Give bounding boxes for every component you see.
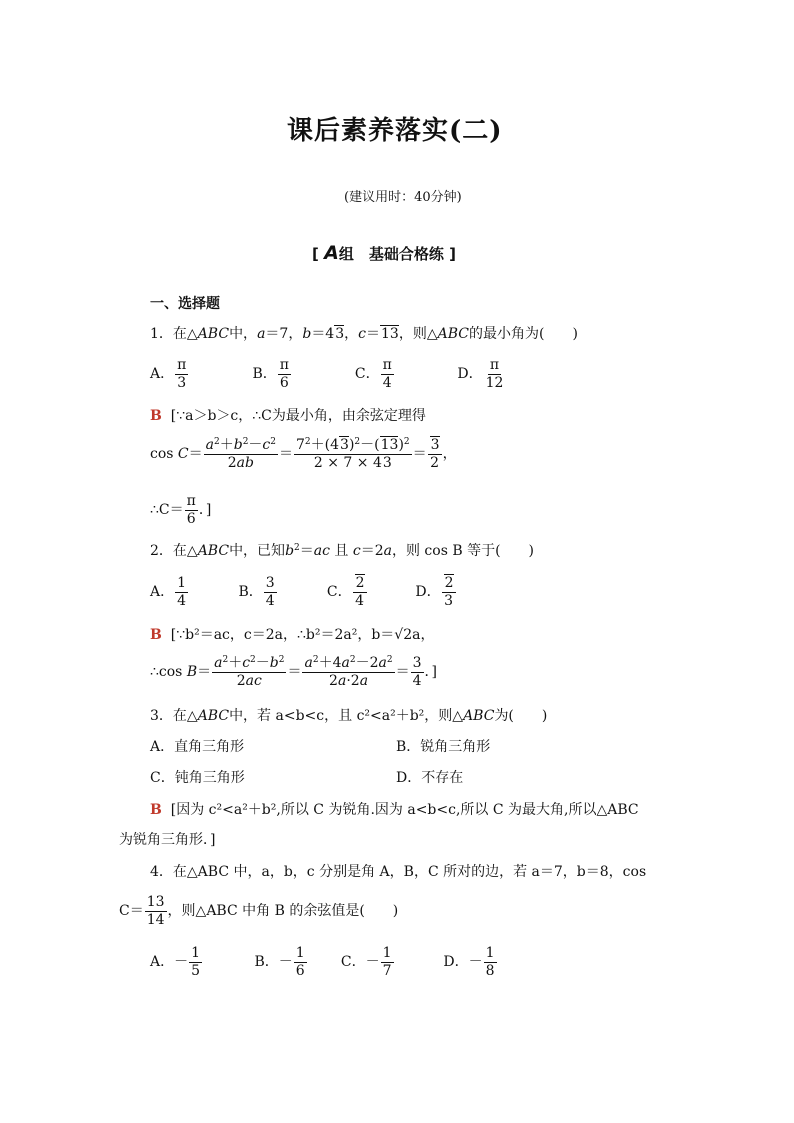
- q1-explain: [∵a＞b＞c，∴C为最小角，由余弦定理得: [170, 408, 426, 424]
- q1-option-c[interactable]: C． $\frac{\pi}{4}$: [354, 357, 392, 391]
- q2-answer-line: [150, 627, 434, 644]
- q1-conclusion: ∴C＝ $\frac{\pi}{6}$ ．]: [150, 493, 212, 527]
- q3-option-a[interactable]: A．直角三角形: [150, 739, 245, 755]
- section-label: 一、选择题: [150, 296, 220, 312]
- q2-stem: 2．在△ABC中，已知$b^2=ac$ 且 c＝2a，则 cos B 等于( ): [150, 543, 535, 559]
- q2-formula: ∴cos B＝ $\frac{a^2+c^2-b^2}{2ac}$ ＝ $\frac{a^2+4a^2-2a^2}{2a\cdot 2a}$ ＝ $\frac{3}{4}$ ．]: [150, 655, 437, 689]
- q3-stem: 3．在△ABC中，若 a<b<c，且 c²<a²＋b²，则△ABC为( ): [150, 708, 548, 724]
- q2-option-c[interactable]: C． $\frac{2}{4}$: [326, 575, 365, 609]
- group-bracket-right: ]: [449, 245, 456, 263]
- q3-option-b[interactable]: B．锐角三角形: [396, 739, 491, 755]
- q4-option-c[interactable]: C．－ $\frac{1}{7}$: [340, 945, 392, 979]
- q2-answer: B: [150, 627, 162, 643]
- q1-option-d[interactable]: D． $\frac{\pi}{12}$: [457, 357, 504, 391]
- q1-answer-line: [150, 408, 426, 425]
- q3-answer-line: [150, 802, 639, 819]
- q4-stem-2: C＝ $\frac{13}{14}$ ，则△ABC 中角 B 的余弦值是( ): [119, 894, 399, 928]
- q3-explain-1: [因为 c²<a²＋b²,所以 C 为锐角.因为 a<b<c,所以 C 为最大角,所以△ABC: [170, 802, 639, 818]
- group-letter: A: [324, 242, 339, 264]
- q1-formula: cos C＝ $\frac{a^2+b^2-c^2}{2ab}$ ＝ $\frac{7^2+(43)^2-(13)^2}{2 \times 7 \times 43}$ ＝ $\frac{3}{2}$ ，: [150, 437, 457, 471]
- q1-option-a[interactable]: A． $\frac{\pi}{3}$: [150, 357, 187, 391]
- q1-options: [150, 358, 506, 390]
- suggested-time: (建议用时：40分钟): [344, 190, 462, 205]
- q3-explain-2: 为锐角三角形．]: [119, 832, 216, 848]
- group-heading: [312, 242, 456, 265]
- q2-explain: [∵b²＝ac，c＝2a，∴b²＝2a²，b＝√2a，: [170, 627, 435, 643]
- q1-option-b[interactable]: B． $\frac{\pi}{6}$: [252, 357, 289, 391]
- q1-stem: 1．在△ABC中，a＝7，b＝43，c＝13，则△ABC的最小角为( ): [150, 326, 578, 342]
- q4-option-b[interactable]: B．－ $\frac{1}{6}$: [254, 945, 305, 979]
- group-bracket-left: [: [312, 245, 319, 263]
- q4-option-d[interactable]: D．－ $\frac{1}{8}$: [443, 945, 495, 979]
- q3-option-d[interactable]: D．不存在: [396, 770, 464, 786]
- q4-stem-1: 4．在△ABC 中，a，b，c 分别是角 A，B，C 所对的边，若 a＝7，b＝8，cos: [150, 864, 647, 880]
- q2-option-d[interactable]: D． $\frac{2}{3}$: [415, 575, 454, 609]
- q2-option-a[interactable]: A． $\frac{1}{4}$: [150, 575, 187, 609]
- q2-option-b[interactable]: B． $\frac{3}{4}$: [238, 575, 275, 609]
- q1-answer: B: [150, 408, 162, 424]
- q4-options: [150, 946, 498, 978]
- q4-option-a[interactable]: A．－ $\frac{1}{5}$: [150, 945, 201, 979]
- q3-answer: B: [150, 802, 162, 818]
- q2-options: [150, 576, 457, 608]
- q3-option-c[interactable]: C．钝角三角形: [150, 770, 245, 786]
- page-title: 课后素养落实(二): [287, 116, 503, 146]
- group-name: 组 基础合格练: [338, 245, 444, 263]
